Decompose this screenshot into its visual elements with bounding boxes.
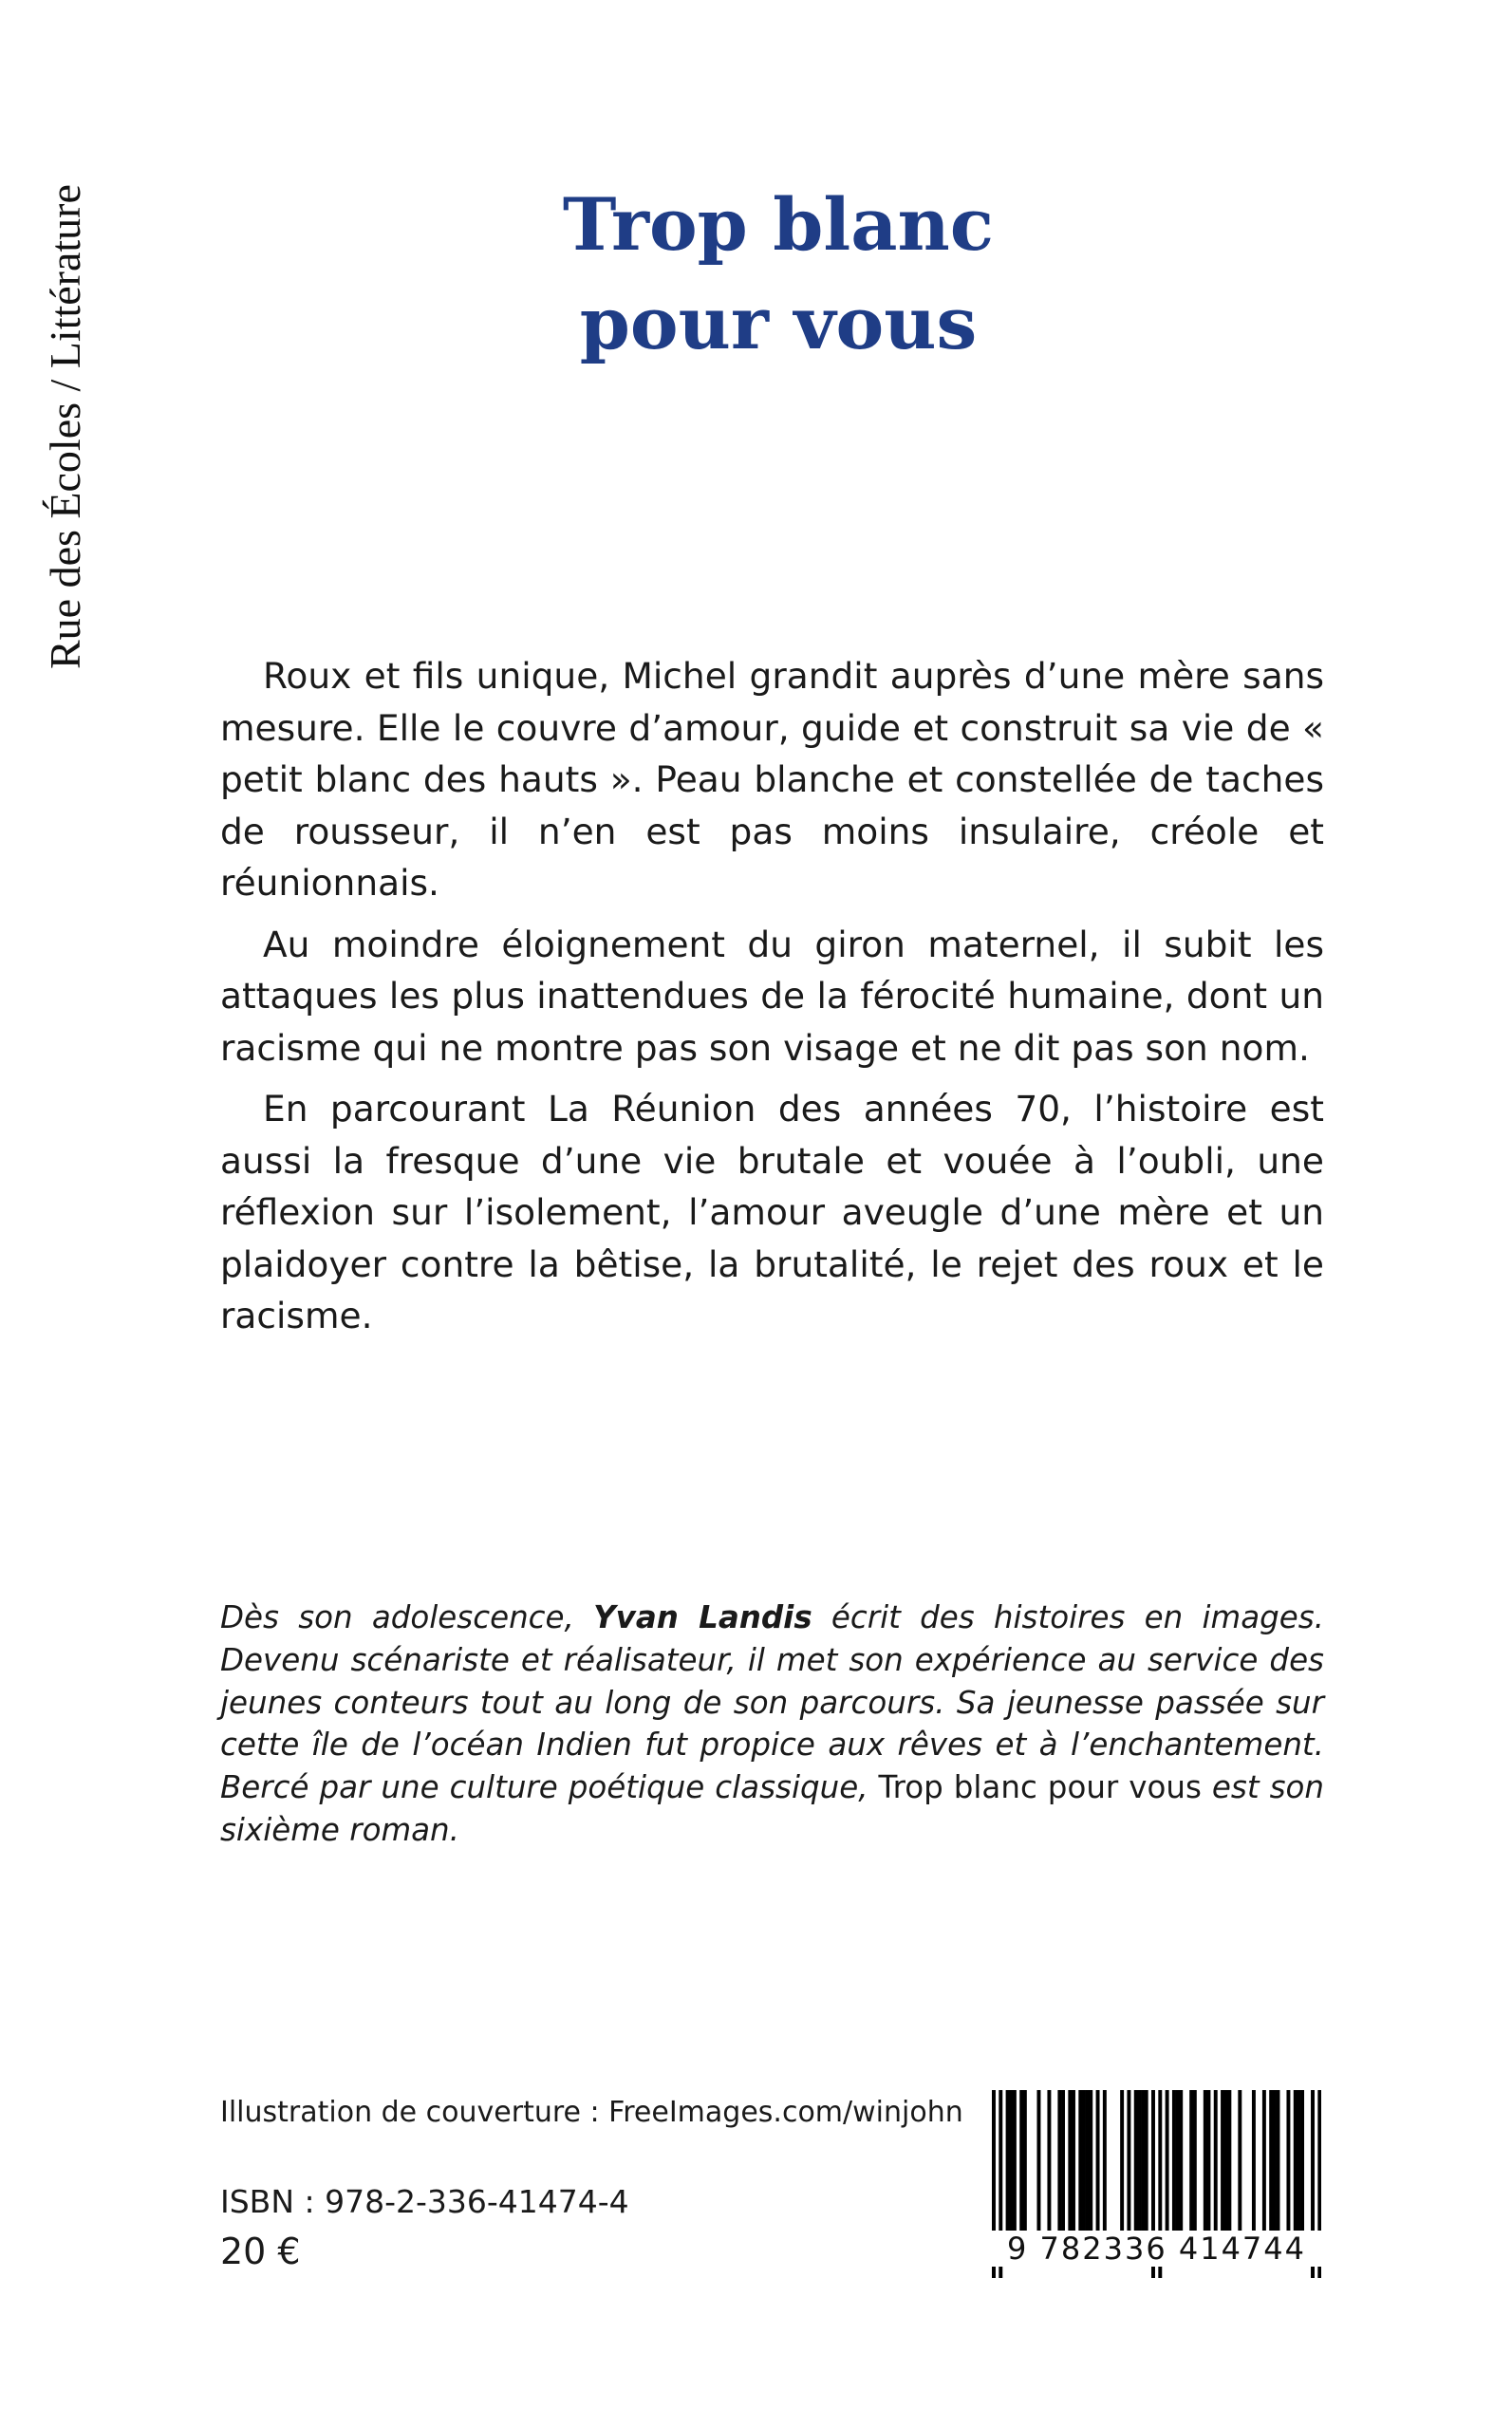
barcode-bar [1176,2090,1180,2232]
barcode-bar [1141,2090,1145,2232]
barcode-bar [1189,2090,1193,2232]
barcode-bar [1127,2090,1130,2232]
barcode-bar [1078,2090,1082,2232]
barcode-bar [1238,2090,1241,2232]
barcode-bar [1277,2090,1280,2232]
title-line-2: pour vous [579,281,978,365]
isbn: ISBN : 978-2-336-41474-4 [220,2183,629,2220]
barcode-bar [1072,2090,1075,2232]
barcode-bar [1273,2090,1277,2232]
barcode-bar [1294,2090,1297,2232]
author-name: Yvan Landis [593,1599,812,1635]
barcode-bar [1068,2090,1072,2232]
barcode-bar [1297,2090,1300,2232]
barcode-bar [1089,2090,1092,2232]
barcode-bar [1300,2090,1304,2232]
bio-book-title: Trop blanc pour vous [878,1769,1202,1806]
barcode-bar [1145,2090,1148,2232]
barcode-bar [1286,2090,1290,2232]
barcode-bar [1166,2090,1169,2232]
barcode-bar [1137,2090,1141,2232]
barcode-bar [1006,2090,1010,2232]
bio-intro: Dès son adolescence, [220,1599,594,1635]
spine-collection-label: Rue des Écoles / Littérature [41,184,89,669]
barcode-bar [1096,2090,1100,2232]
barcode-bar [1013,2090,1017,2232]
author-bio [220,1597,1324,1852]
synopsis [220,650,1324,1352]
synopsis-paragraph: Roux et fils unique, Michel grandit auprès d’une mère sans mesure. Elle le couvre d’amour, guide et construit sa vie de « petit blanc des hauts ». Peau blanche et constellée de taches de rousseur, il n’en est pas moins insulaire, créole et réunionnais. [220,655,1324,904]
book-title [408,176,1148,373]
barcode-bar [1134,2090,1138,2232]
barcode-bar [1204,2090,1207,2232]
barcode-bar [1120,2090,1124,2232]
barcode-bar [1019,2090,1023,2232]
synopsis-paragraph: En parcourant La Réunion des années 70, l’histoire est aussi la fresque d’une vie brutale et vouée à l’oubli, une réflexion sur l’isolement, l’amour aveugle d’une mère et un plaidoyer contre la bêtise, la brutalité, le rejet des roux et le racisme. [220,1088,1324,1336]
barcode-bar [1009,2090,1013,2232]
barcode-bar [1086,2090,1090,2232]
price: 20 € [220,2231,301,2272]
cover-illustration-credit: Illustration de couverture : FreeImages.com/winjohn [220,2096,963,2129]
barcode-bar [1179,2090,1183,2232]
barcode-digits: 9 782336 414744 [992,2231,1321,2267]
barcode-bar [1214,2090,1218,2232]
barcode-bar [1082,2090,1086,2232]
barcode-bar [1172,2090,1176,2232]
barcode-bar [1227,2090,1231,2232]
title-line-1: Trop blanc [562,182,995,267]
synopsis-paragraph: Au moindre éloignement du giron maternel, il subit les attaques les plus inattendues de la férocité humaine, dont un racisme qui ne montre pas son visage et ne dit pas son nom. [220,923,1324,1069]
barcode-bar [1061,2090,1065,2232]
barcode-bar [1206,2090,1210,2232]
barcode-bar [1057,2090,1061,2232]
barcode-bar [1193,2090,1197,2232]
barcode-bar [1023,2090,1027,2232]
barcode-bar [1047,2090,1051,2232]
barcode-bar [1262,2090,1266,2232]
bio-middle: écrit des histoires en images. Devenu scénariste et réalisateur, il met son expérience au service des jeunes conteurs tout au long de son parcours. Sa jeunesse passée sur cette île de l’océan Indien fut propice aux rêves et à l’enchantement. Bercé par une culture poétique classique, [220,1599,1324,1806]
barcode-bar [1221,2090,1224,2232]
barcode-bar [1036,2090,1040,2232]
barcode-bar [1269,2090,1273,2232]
barcode-bar [1252,2090,1256,2232]
barcode-bar [1103,2090,1107,2232]
bio-end: est son sixième roman. [220,1769,1325,1848]
barcode-bar [1224,2090,1228,2232]
